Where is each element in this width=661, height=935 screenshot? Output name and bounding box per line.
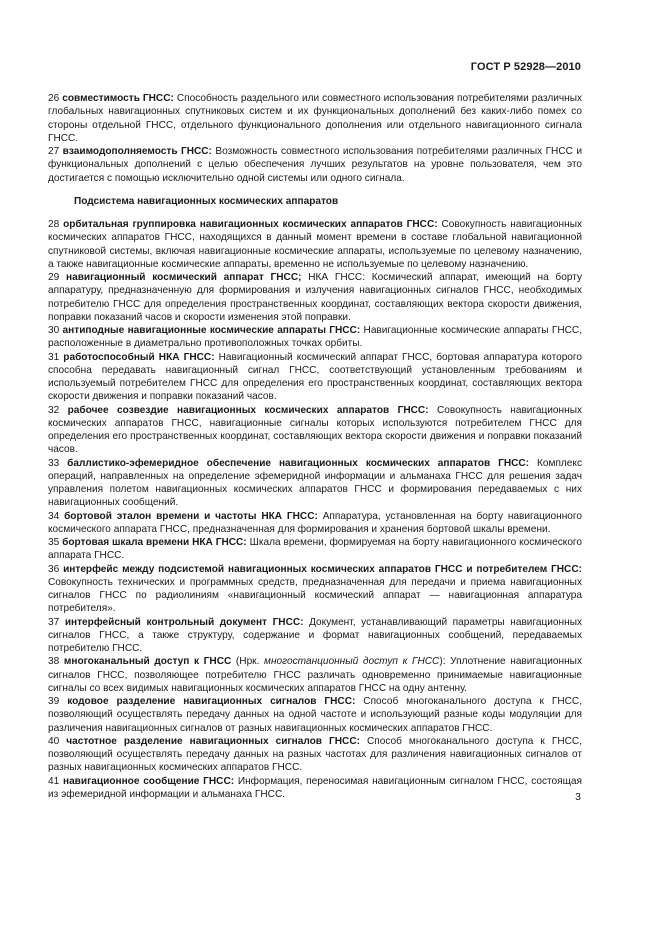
entry-term: частотное разделение навигационных сигналов ГНСС: <box>66 735 360 747</box>
entry-deprecated-term: многостанционный доступ к ГНСС <box>264 656 440 668</box>
terms-content <box>48 92 582 801</box>
entry-number: 40 <box>48 735 60 747</box>
term-entry-40 <box>48 735 582 775</box>
entry-definition: Навигационный космический аппарат ГНСС, бортовая аппаратура которого способна передавать навигационный сигнал ГНСС, соответствующий установленным требованиям и используемый потребителем ГНСС для определения его пространственных координат, составляющих вектора скорости движения и поправки показаний часов. <box>48 351 582 403</box>
entry-term: бортовой эталон времени и частоты НКА ГНСС: <box>64 510 318 522</box>
entry-number: 36 <box>48 563 60 575</box>
entry-number: 32 <box>48 404 60 416</box>
entry-number: 31 <box>48 351 60 363</box>
term-entry-35 <box>48 536 582 563</box>
entry-term: навигационный космический аппарат ГНСС; <box>65 272 302 283</box>
entry-number: 35 <box>48 537 60 548</box>
term-entry-26 <box>48 92 582 145</box>
entry-number: 26 <box>48 93 60 104</box>
standard-designation: ГОСТ Р 52928—2010 <box>470 61 581 73</box>
entry-number: 33 <box>48 457 60 469</box>
term-entry-28 <box>48 218 582 271</box>
entry-definition: ): Уплотнение навигационных сигналов ГНСС, позволяющее потребителю ГНСС различать одновременно принимаемые навигационные сигналы со всех видимых навигационных космических аппаратов ГНСС на одну антенну. <box>48 656 582 694</box>
entry-number: 37 <box>48 616 60 628</box>
term-entry-33 <box>48 457 582 510</box>
section-heading: Подсистема навигационных космических аппаратов <box>74 195 339 207</box>
entry-term: взаимодополняемость ГНСС: <box>62 146 212 157</box>
entry-term: совместимость ГНСС: <box>62 93 174 104</box>
term-entry-36 <box>48 563 582 616</box>
entry-number: 34 <box>48 510 60 522</box>
term-entry-30 <box>48 324 582 351</box>
term-entry-29 <box>48 271 582 324</box>
term-entry-34 <box>48 510 582 537</box>
entry-number: 38 <box>48 656 60 668</box>
entry-term: антиподные навигационные космические аппараты ГНСС: <box>62 325 361 336</box>
entry-definition: Совокупность навигационных космических аппаратов ГНСС, находящихся в данный момент времени в составе глобальной навигационной спутниковой системы, включая навигационные космические аппараты, используемые по целевому назначению, а также навигационные космические аппараты, временно не используемые по целевому назначению. <box>48 219 582 270</box>
entry-number: 27 <box>48 146 60 157</box>
entry-term: баллистико-эфемеридное обеспечение навигационных космических аппаратов ГНСС: <box>67 457 530 469</box>
term-entry-39 <box>48 695 582 735</box>
entry-definition: Совокупность навигационных космических аппаратов ГНСС, навигационные сигналы которых используются потребителем ГНСС для определения его пространственных координат, составляющих вектора скорости движения и поправки показаний часов. <box>48 404 583 456</box>
page-number: 3 <box>575 791 581 803</box>
term-entry-38 <box>48 655 582 695</box>
entry-definition: Комплекс операций, направленных на определение эфемеридной информации и альманаха ГНСС для решения задач управления полетом навигационных космических аппаратов ГНСС и формирования передаваемых с них навигационных сообщений. <box>48 457 582 509</box>
term-entry-37 <box>48 616 582 656</box>
entry-number: 30 <box>48 325 60 336</box>
entry-term: навигационное сообщение ГНСС: <box>62 775 235 787</box>
entry-number: 41 <box>48 775 60 787</box>
entry-definition: НКА ГНСС: Космический аппарат, имеющий на борту аппаратуру, предназначенную для формирования и излучения навигационных сигналов ГНСС, необходимых потребителю ГНСС для определения пространственных координат, составляющих вектора скорости движения, поправки показаний часов и скорости изменения этой поправки. <box>48 272 582 323</box>
entry-term: рабочее созвездие навигационных космических аппаратов ГНСС: <box>67 404 429 416</box>
entry-term: интерфейсный контрольный документ ГНСС: <box>64 616 304 628</box>
entry-term: орбитальная группировка навигационных космических аппаратов ГНСС: <box>63 219 438 230</box>
entry-definition: Способность раздельного или совместного использования потребителями различных глобальных навигационных спутниковых систем и их функциональных дополнений без каких-либо помех со стороны отдельной ГНСС, отдельного функционального дополнения или отдельного навигационного сигнала ГНСС. <box>48 93 582 144</box>
term-entry-27 <box>48 145 582 185</box>
entry-term: интерфейс между подсистемой навигационных космических аппаратов ГНСС и потребителем ГНСС: <box>63 563 582 575</box>
entry-number: 39 <box>48 696 60 707</box>
entry-definition: Документ, устанавливающий параметры навигационных сигналов ГНСС, а также структуру, содержание и формат навигационных сообщений, передаваемых потребителю ГНСС. <box>48 616 582 654</box>
entry-definition: Навигационные космические аппараты ГНСС, расположенные в диаметрально противоположных точках орбиты. <box>48 325 582 350</box>
term-entry-32 <box>48 404 582 457</box>
entry-term: многоканальный доступ к ГНСС <box>63 656 232 668</box>
term-entry-31 <box>48 351 582 404</box>
entry-term: бортовая шкала времени НКА ГНСС: <box>62 537 247 548</box>
entry-definition: Способ многоканального доступа к ГНСС, позволяющий осуществлять передачу данных на одной частоте и использующий разные коды модуляции для различения навигационных сигналов от разных навигационных космических аппаратов ГНСС. <box>48 696 583 734</box>
entry-definition: Совокупность технических и программных средств, предназначенная для передачи и приема навигационных сигналов ГНСС по радиолиниям «навигационный космический аппарат — навигационная аппаратура потребителя». <box>48 576 582 615</box>
entry-definition: Способ многоканального доступа к ГНСС, позволяющий осуществлять передачу данных на разных частотах для различения навигационных сигналов от разных навигационных космических аппаратов ГНСС. <box>48 735 582 774</box>
entry-number: 29 <box>48 272 60 283</box>
entry-definition: Аппаратура, установленная на борту навигационного космического аппарата ГНСС, предназначенная для формирования и хранения бортовой шкалы времени. <box>48 510 582 535</box>
entry-prefix: (Нрк. <box>231 656 265 668</box>
entry-term: работоспособный НКА ГНСС: <box>63 351 215 363</box>
term-entry-41 <box>48 775 582 802</box>
entry-definition: Шкала времени, формируемая на борту навигационного космического аппарата ГНСС. <box>48 537 583 562</box>
entry-term: кодовое разделение навигационных сигналов ГНСС: <box>67 696 356 707</box>
entry-definition: Возможность совместного использования потребителями различных ГНСС и функциональных дополнений с целью обеспечения лучших результатов на уровне пользователя, чем это достигается с помощью исключительно одной системы или одного сигнала. <box>48 146 582 184</box>
entry-definition: Информация, переносимая навигационным сигналом ГНСС, состоящая из эфемеридной информации и альманаха ГНСС. <box>48 775 582 800</box>
entry-number: 28 <box>48 219 60 230</box>
